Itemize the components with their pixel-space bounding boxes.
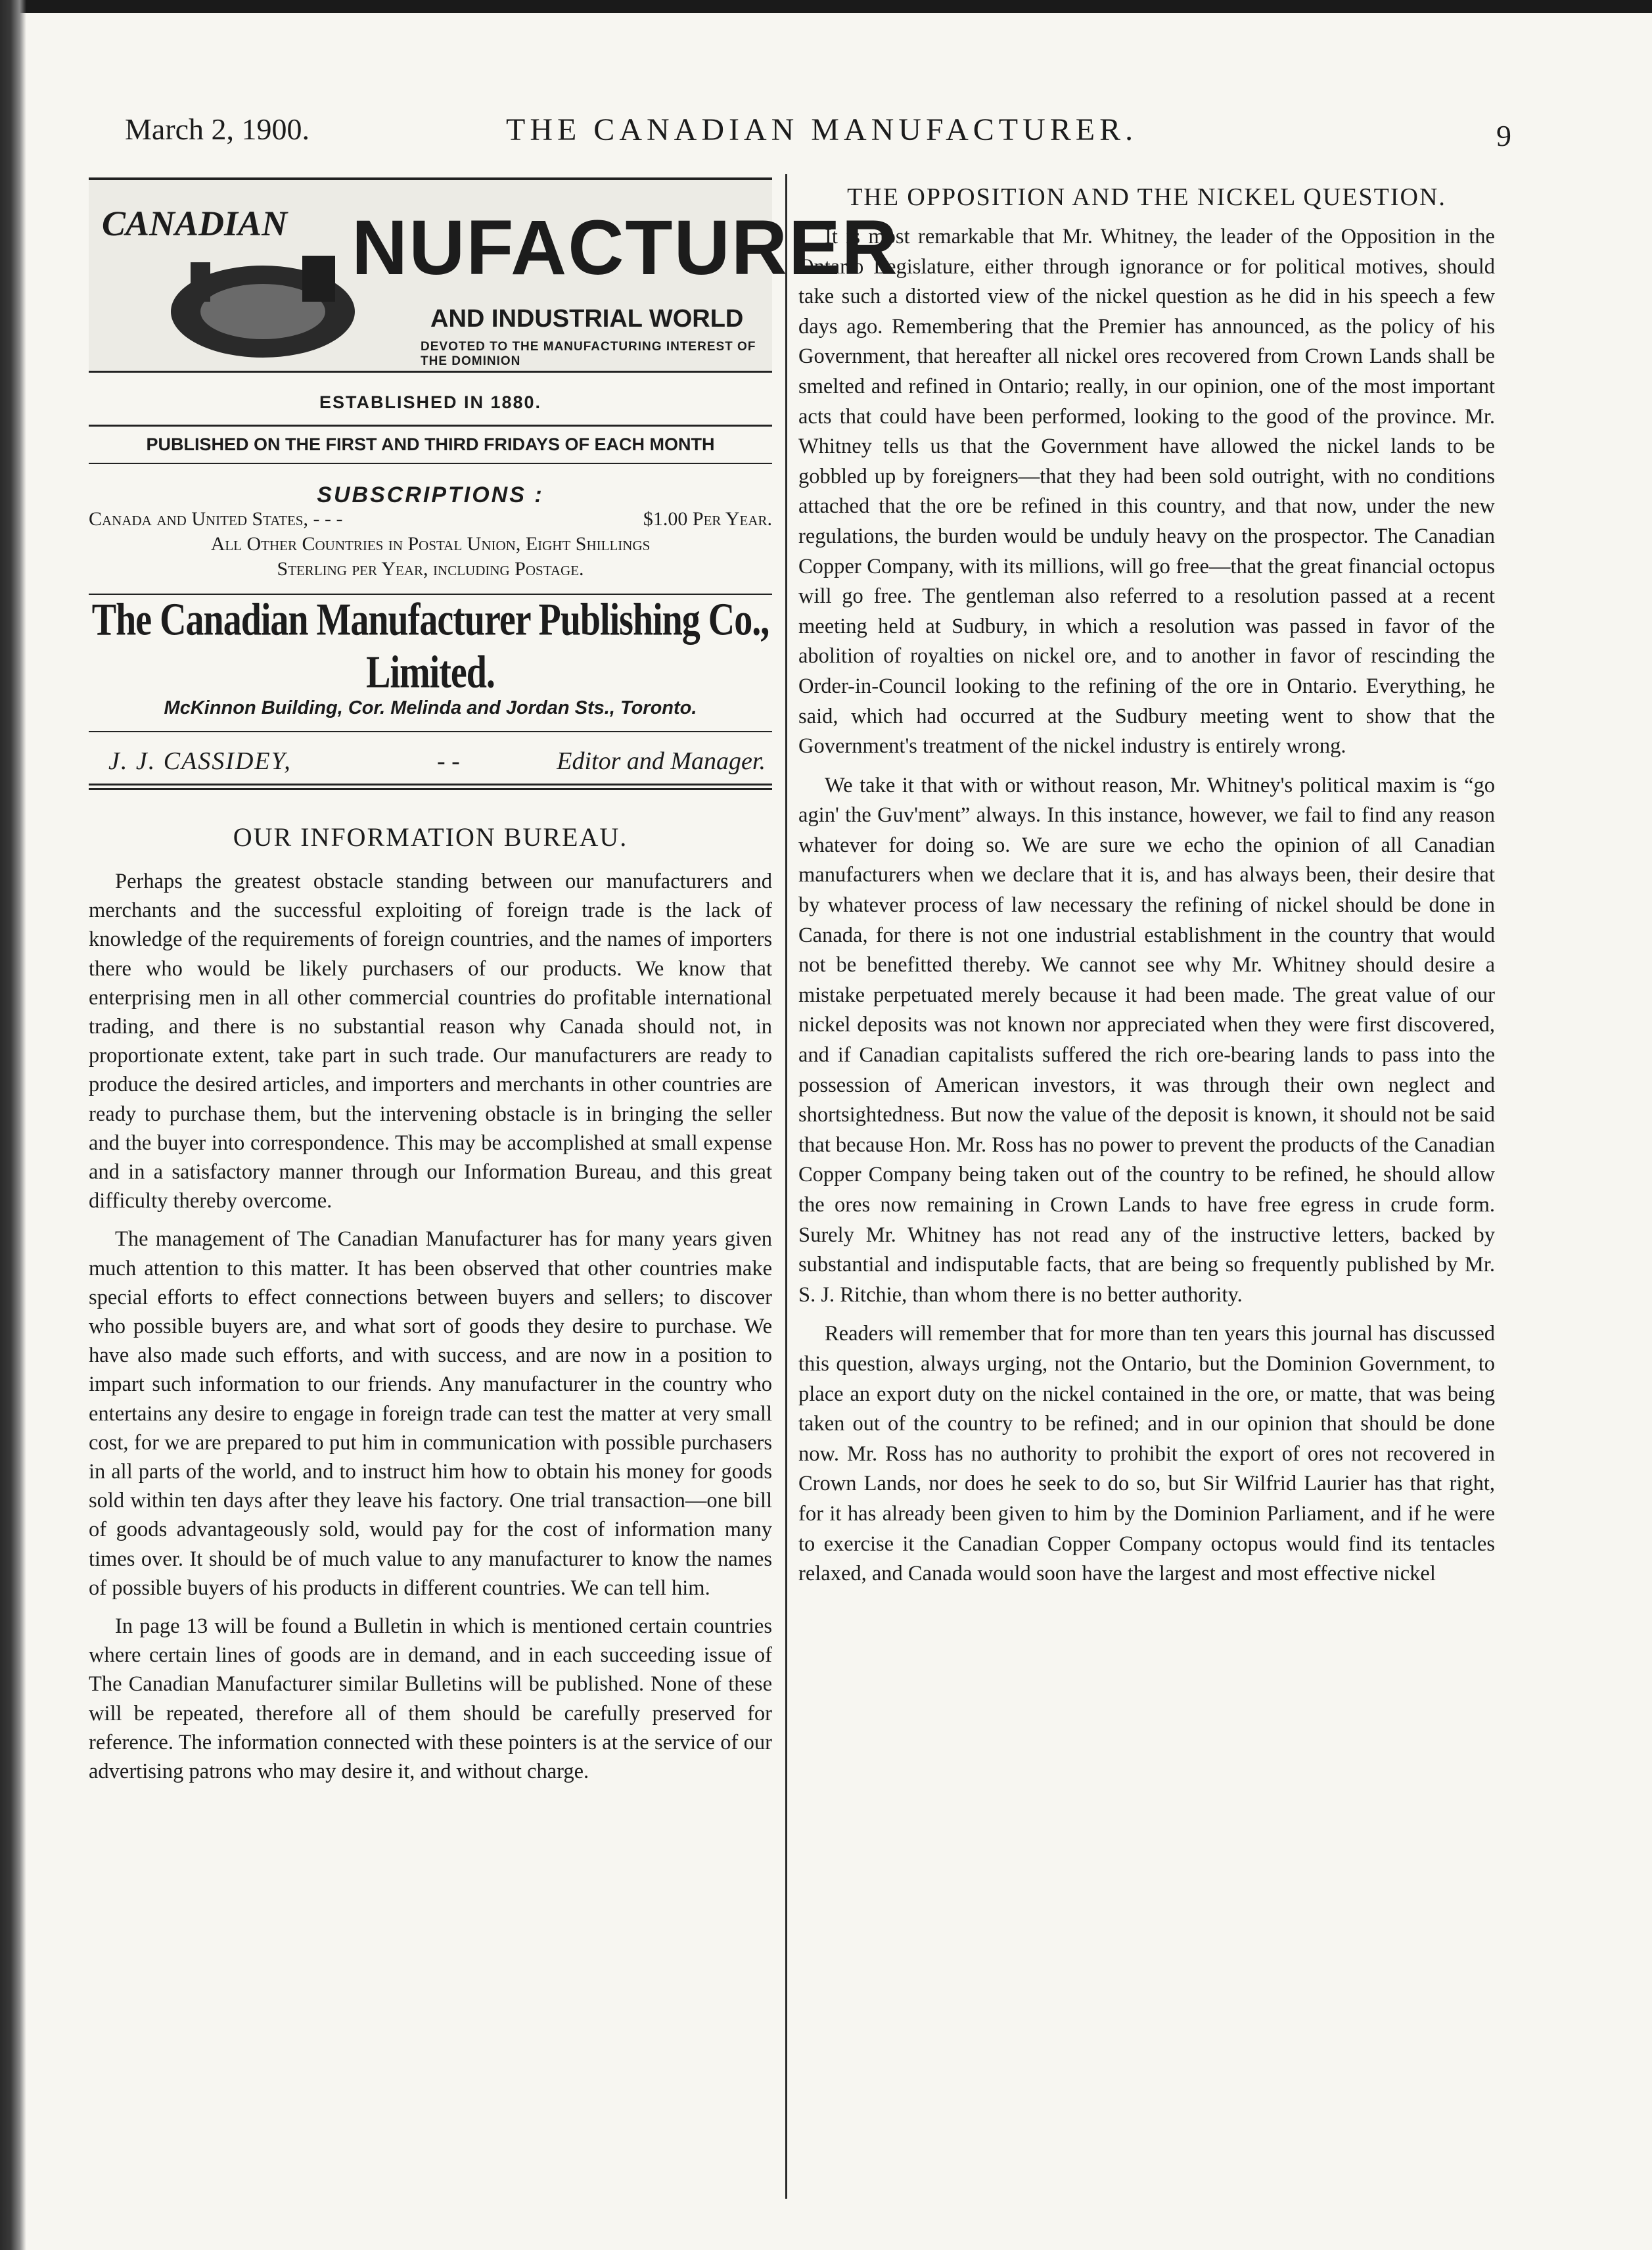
article-paragraph: Readers will remember that for more than ten years this journal has discussed this question, always urging, not the Ontario, but the Dominion Government, to place an export duty on the nickel contained in the ore, or matte, that was being taken out of the country to be refined; and in our opinion that should be done now. Mr. Ross has no authority to prohibit the export of ores not recovered in Crown Lands, nor does he seek to do so, but Sir Wilfrid Laurier has that right, for it has already been given to him by the Dominion Parliament, and if he were to exercise it the Canadian Copper Company octopus would find its tentacles relaxed, and Canada would soon have the largest and most effective nickel [798, 1322, 1495, 1586]
publisher-address: McKinnon Building, Cor. Melinda and Jordan Sts., Toronto. [164, 697, 697, 718]
article-paragraph: We take it that with or without reason, Mr. Whitney's political maxim is “go agin' the Guv'ment” always. In this instance, however, we fail to find any reason whatever for doing so. We are sure we echo the opinion of all Canadian manufacturers when we declare that it is, and has always been, their desire that by whatever process of law necessary the refining of nickel should be done in Canada, for there is not one industrial establishment in the country that would not be benefitted thereby. We cannot see why Mr. Whitney should desire a mistake perpetuated merely because it had been made. The great value of our nickel deposits was not known nor appreciated when they were first discovered, and if Canadian capitalists suffered the rich ore-bearing lands to pass into the possession of American investors, it was through their own neglect and shortsightedness. But now the value of the deposit is known, it should not be said that because Hon. Mr. Ross has no power to prevent the products of the Canadian Copper Company being taken out of the country to be refined, he should allow the ores now remaining in Crown Lands to have free egress in crude form. Surely Mr. Whitney has not read any of the instructive letters, backed by substantial and indisputable facts, that are being so frequently published by Mr. S. J. Ritchie, than whom there is no better authority. [798, 773, 1495, 1307]
masthead-devoted-line: DEVOTED TO THE MANUFACTURING INTEREST OF THE DOMINION [421, 340, 756, 368]
divider [89, 463, 772, 464]
editor-role: Editor and Manager. [557, 747, 766, 775]
masthead-manufacturer: NUFACTURER [352, 204, 899, 291]
editor-line [89, 743, 772, 780]
running-title: THE CANADIAN MANUFACTURER. [506, 112, 1138, 147]
subscriptions-heading: SUBSCRIPTIONS : [317, 482, 544, 507]
publisher-name: The Canadian Manufacturer Publishing Co., Limited. [91, 594, 769, 698]
subscription-foreign-line-2: Sterling per Year, including Postage. [277, 558, 584, 580]
established-line: ESTABLISHED IN 1880. [319, 392, 542, 412]
subscription-region: Canada and United States, - - - [89, 508, 343, 530]
article-paragraph: Perhaps the greatest obstacle standing between our manufacturers and merchants and the successful exploiting of foreign trade is the lack of knowledge of the requirements of foreign countries, and the names of importers there who would be likely purchasers of our products. We know that enterprising men in all other commercial countries do profitable international trading, and there is no substantial reason why Canada should not, in proportionate extent, take part in such trade. Our manufacturers are ready to produce the desired articles, and importers and merchants in other countries are ready to purchase them, but the intervening obstacle is in bringing the seller and the buyer into correspondence. This may be accomplished at small expense and in a satisfactory manner through our Information Bureau, and this great difficulty thereby overcome. [89, 870, 772, 1213]
article-title-information-bureau: OUR INFORMATION BUREAU. [233, 822, 628, 852]
masthead [89, 177, 899, 373]
article-paragraph: It is most remarkable that Mr. Whitney, the leader of the Opposition in the Ontario Legislature, either through ignorance or for political motives, should take such a distorted view of the nickel question as he did in his speech a few days ago. Remembering that the Premier has announced, as the policy of his Government, that hereafter all nickel ores recovered from Crown Lands shall be smelted and refined in Ontario; really, in our opinion, one of the most important acts that could have been performed, looking to the good of the province. Mr. Whitney tells us that the Government have allowed the nickel lands to be gobbled up by foreigners—that they had been sold outright, with no conditions attached that the ore be refined in this country, and that now, under the new regulations, the burden would be unduly heavy on the prospector. The Canadian Copper Company, with its millions, will go free—that the great financial octopus will go free. The gentleman also referred to a resolution passed at a recent meeting held at Sudbury, in which a resolution was passed in favor of the abolition of royalties on nickel ore, and to another in favor of rescinding the Order-in-Council looking to the refining of the ore in Ontario. Everything, he said, which had occurred at the Sudbury meeting went to show that the Government's treatment of the nickel industry is entirely wrong. [798, 225, 1495, 759]
scan-left-edge [0, 0, 26, 2250]
column-divider [785, 174, 787, 2199]
article-paragraph: The management of The Canadian Manufacturer has for many years given much attention to this matter. It has been observed that other countries make special efforts to effect connections between buyers and sellers; to discover who possible buyers are, and what sort of goods they desire to purchase. We have also made such efforts, and with success, and are now in a position to impart such information to our friends. Any manufacturer in the country who entertains any desire to engage in foreign trade can test the matter at very small cost, for we are prepared to put him in communication with possible purchasers in all parts of the world, and to instruct him how to obtain his money for goods sold within ten days after they leave his factory. One trial transaction—one bill of goods advantageously sold, would pay for the cost of information many times over. It should be of much value to any manufacturer to know the names of possible buyers of his products in different countries. We can tell him. [89, 1227, 772, 1600]
masthead-industrial-world: AND INDUSTRIAL WORLD [430, 305, 744, 333]
masthead-canadian: CANADIAN [102, 204, 288, 243]
page-header [125, 112, 1511, 164]
editor-name: J. J. CASSIDEY, [108, 747, 292, 775]
double-divider [89, 784, 772, 790]
scan-top-edge [0, 0, 1652, 13]
article-title-nickel-question: THE OPPOSITION AND THE NICKEL QUESTION. [847, 183, 1446, 211]
editor-dots: - - [437, 747, 460, 775]
masthead-gear-logo [164, 249, 361, 361]
issue-date: March 2, 1900. [125, 112, 310, 146]
subscription-rate-line [89, 508, 772, 533]
page-number: 9 [1496, 119, 1511, 152]
subscription-foreign-line: All Other Countries in Postal Union, Eight Shillings [210, 533, 651, 555]
divider [89, 731, 772, 732]
subscription-price: $1.00 Per Year. [643, 508, 772, 530]
article-paragraph: In page 13 will be found a Bulletin in which is mentioned certain countries where certain lines of goods are in demand, and in each succeeding issue of The Canadian Manufacturer similar Bulletins will be published. None of these will be repeated, therefore all of them should be carefully preserved for reference. The information connected with these pointers is at the service of our advertising patrons who may desire it, and without charge. [89, 1614, 772, 1784]
left-column [89, 177, 899, 1795]
divider [89, 425, 772, 427]
right-column [798, 177, 1495, 1599]
publication-schedule: PUBLISHED ON THE FIRST AND THIRD FRIDAYS OF EACH MONTH [146, 434, 715, 454]
